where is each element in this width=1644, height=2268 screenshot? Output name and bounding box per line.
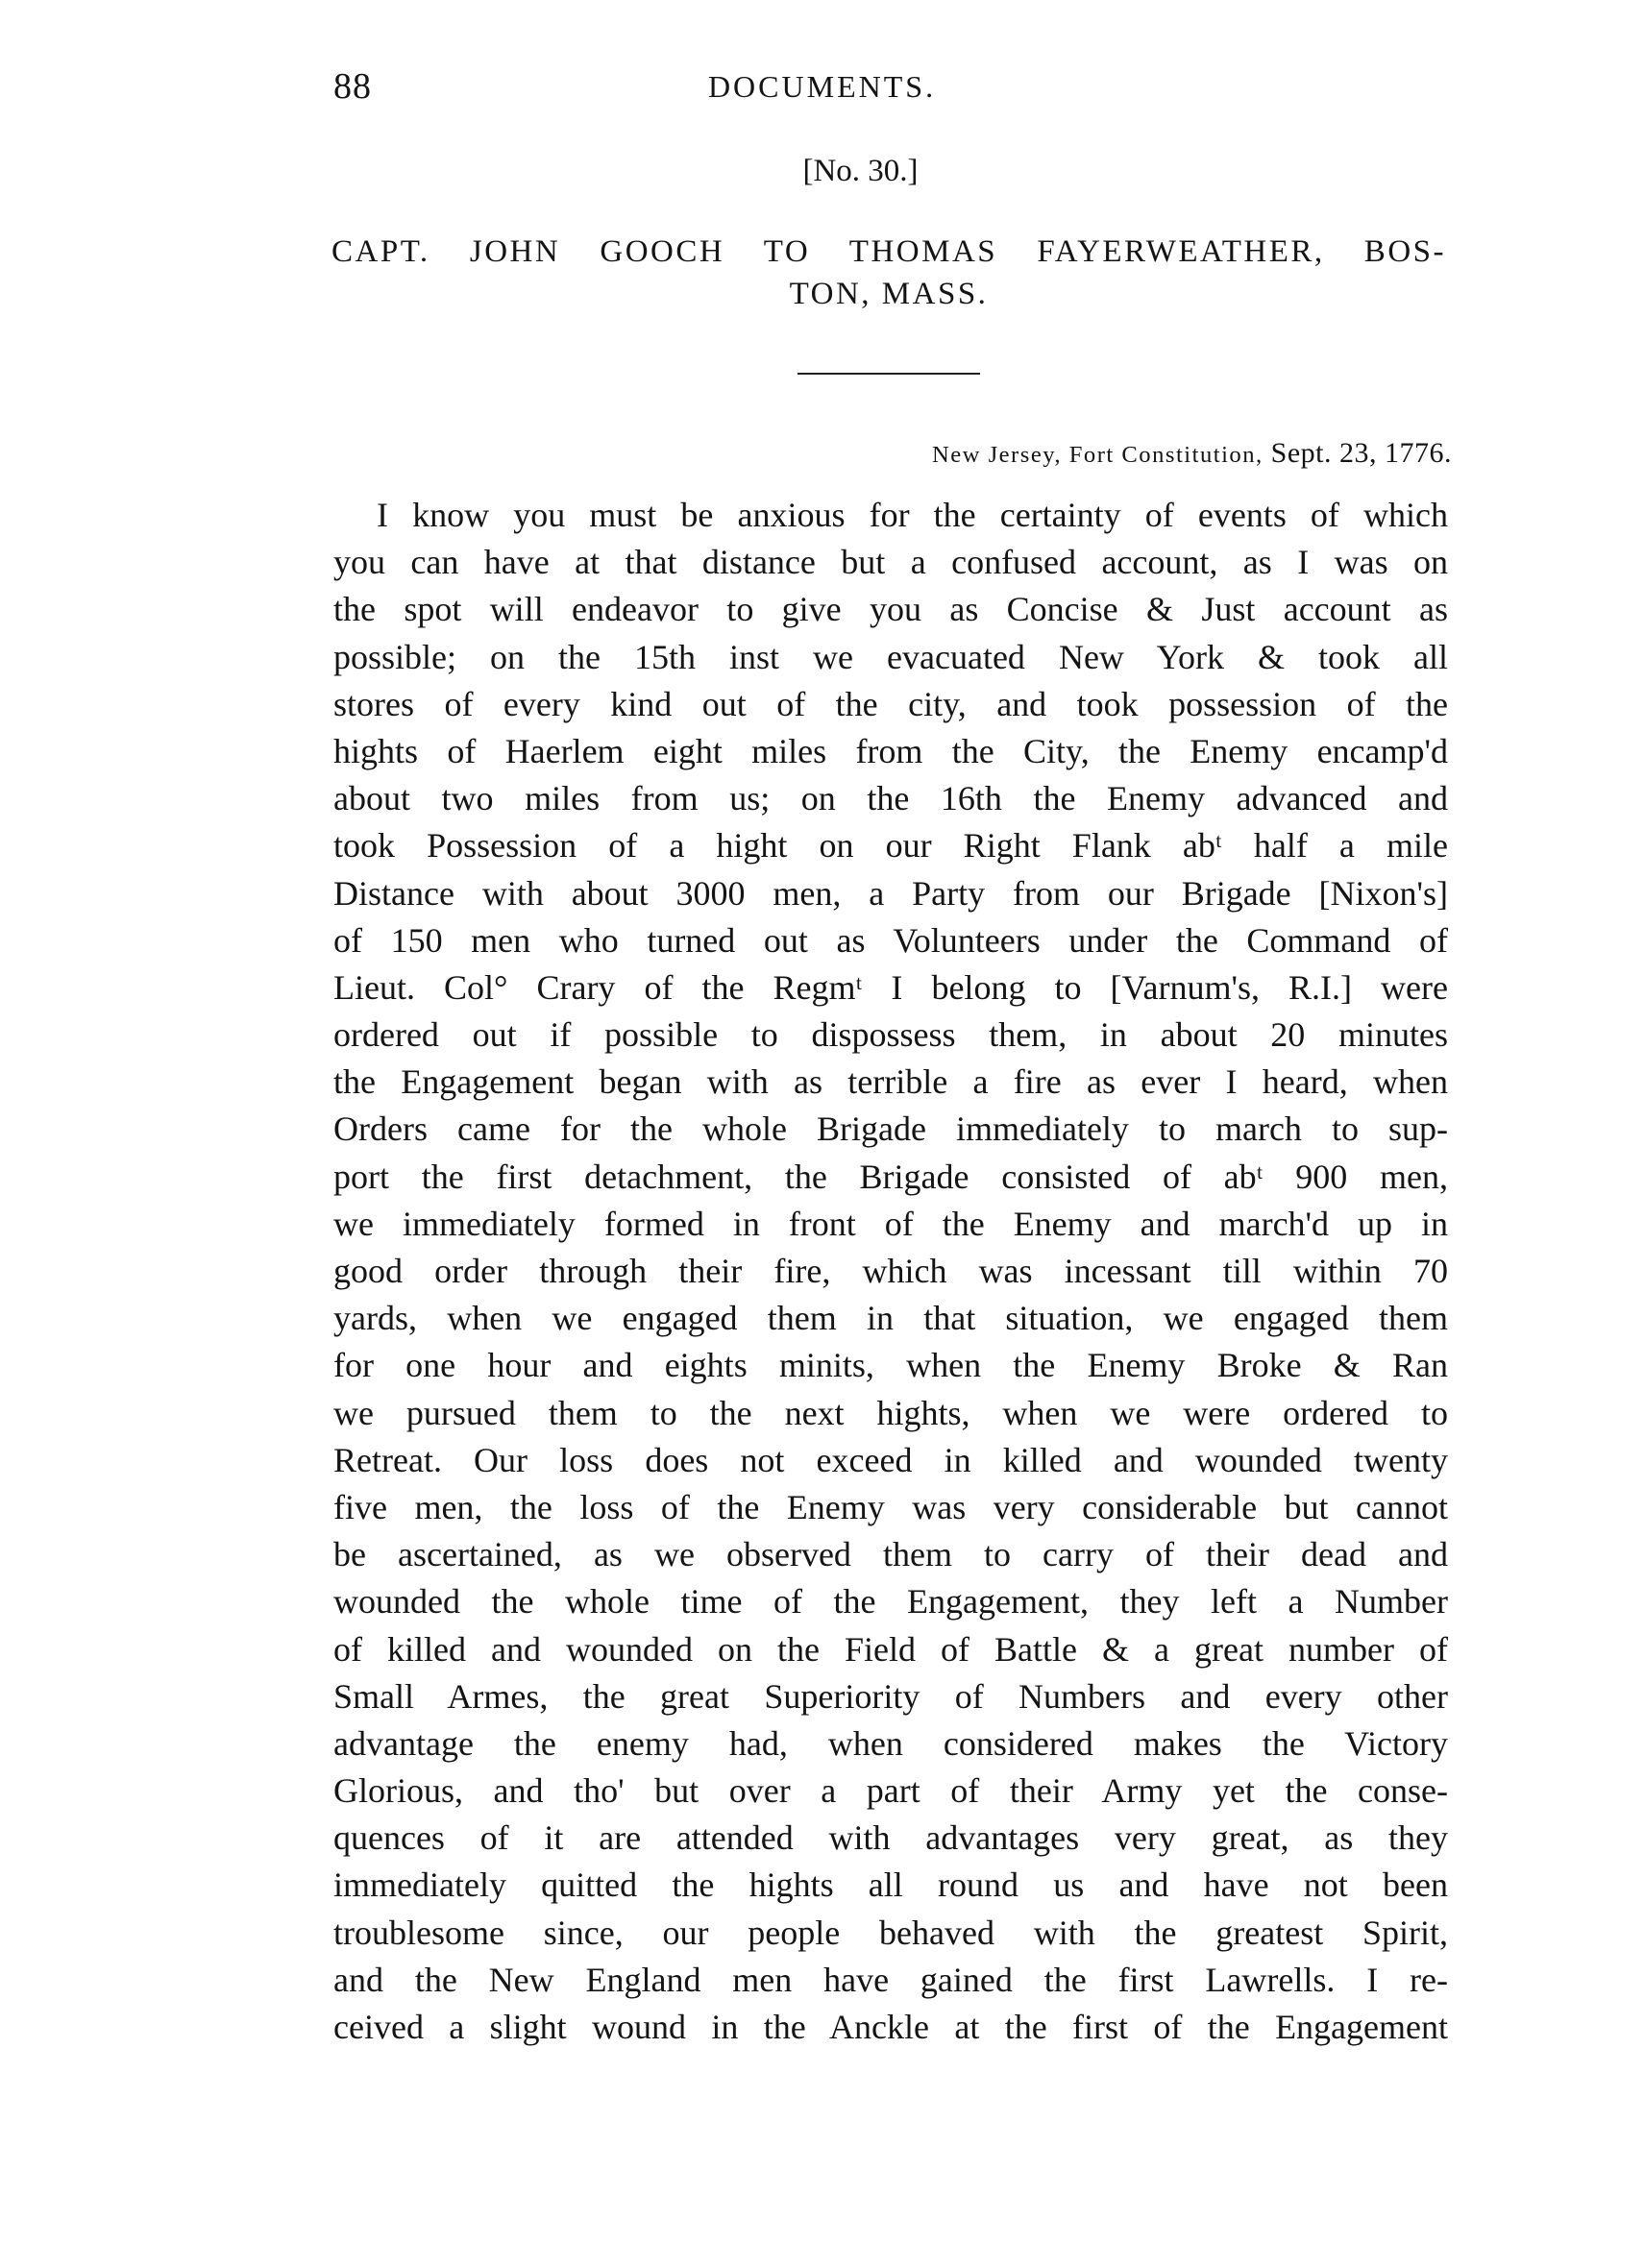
body-line: Small Armes, the great Superiority of Numbers and every other [333,1676,1448,1716]
running-head: DOCUMENTS. [707,69,937,104]
document-title [331,231,1446,315]
body-line: advantage the enemy had, when considered makes the Victory [333,1723,1448,1763]
body-line: for one hour and eights minits, when the Enemy Broke & Ran [333,1346,1448,1385]
body-line: Lieut. Col° Crary of the Regmᵗ I belong to [Varnum's, R.I.] were [333,967,1448,1007]
body-line: quences of it are attended with advantages very great, as they [333,1818,1448,1858]
body-line: took Possession of a hight on our Right Flank abᵗ half a mile [333,826,1448,866]
body-line: port the first detachment, the Brigade consisted of abᵗ 900 men, [333,1157,1448,1196]
body-line: hights of Haerlem eight miles from the City, the Enemy encamp'd [333,731,1448,770]
body-line: troublesome since, our people behaved with the greatest Spirit, [333,1913,1448,1952]
body-line: we pursued them to the next hights, when we were ordered to [333,1393,1448,1432]
body-line: possible; on the 15th inst we evacuated New York & took all [333,637,1448,676]
body-line: I know you must be anxious for the certainty of events of which [377,496,1448,534]
document-title-line-2: TON, MASS. [789,277,989,311]
body-line: immediately quitted the hights all round us and have not been [333,1866,1448,1905]
dateline-date: Sept. 23, 1776. [1270,437,1452,469]
body-line: Distance with about 3000 men, a Party from our Brigade [Nixon's] [333,873,1448,913]
body-line: Retreat. Our loss does not exceed in killed and wounded twenty [333,1440,1448,1479]
body-line: and the New England men have gained the first Lawrells. I re- [333,1960,1448,1999]
body-line: yards, when we engaged them in that situation, we engaged them [333,1299,1448,1338]
page-number: 88 [333,66,372,107]
document-title-line-1: CAPT. JOHN GOOCH TO THOMAS FAYERWEATHER, BOS- [331,234,1446,269]
body-line: about two miles from us; on the 16th the Enemy advanced and [333,779,1448,818]
dateline-place: New Jersey, Fort Constitution, [931,442,1264,468]
body-line: Orders came for the whole Brigade immediately to march to sup- [333,1110,1448,1149]
body-line: we immediately formed in front of the Enemy and march'd up in [333,1204,1448,1243]
body-line: ceived a slight wound in the Anckle at the first of the Engagement [333,2008,1448,2046]
body-line: the spot will endeavor to give you as Concise & Just account as [333,590,1448,629]
body-line: stores of every kind out of the city, and took possession of the [333,684,1448,723]
body-line: ordered out if possible to dispossess them, in about 20 minutes [333,1015,1448,1055]
document-number: [No. 30.] [802,154,919,188]
body-line: Glorious, and tho' but over a part of their Army yet the conse- [333,1771,1448,1811]
body-line: of killed and wounded on the Field of Battle & a great number of [333,1629,1448,1669]
body-line: five men, the loss of the Enemy was very considerable but cannot [333,1487,1448,1526]
body-line: of 150 men who turned out as Volunteers under the Command of [333,920,1448,960]
body-line: good order through their fire, which was incessant till within 70 [333,1252,1448,1290]
body-line: you can have at that distance but a confused account, as I was on [333,543,1448,582]
title-divider [797,373,980,375]
body-line: be ascertained, as we observed them to carry of their dead and [333,1535,1448,1574]
dateline [932,437,1452,470]
body-line: the Engagement began with as terrible a fire as ever I heard, when [333,1062,1448,1102]
letter-body [333,492,1448,2051]
body-line: wounded the whole time of the Engagement, they left a Number [333,1582,1448,1622]
